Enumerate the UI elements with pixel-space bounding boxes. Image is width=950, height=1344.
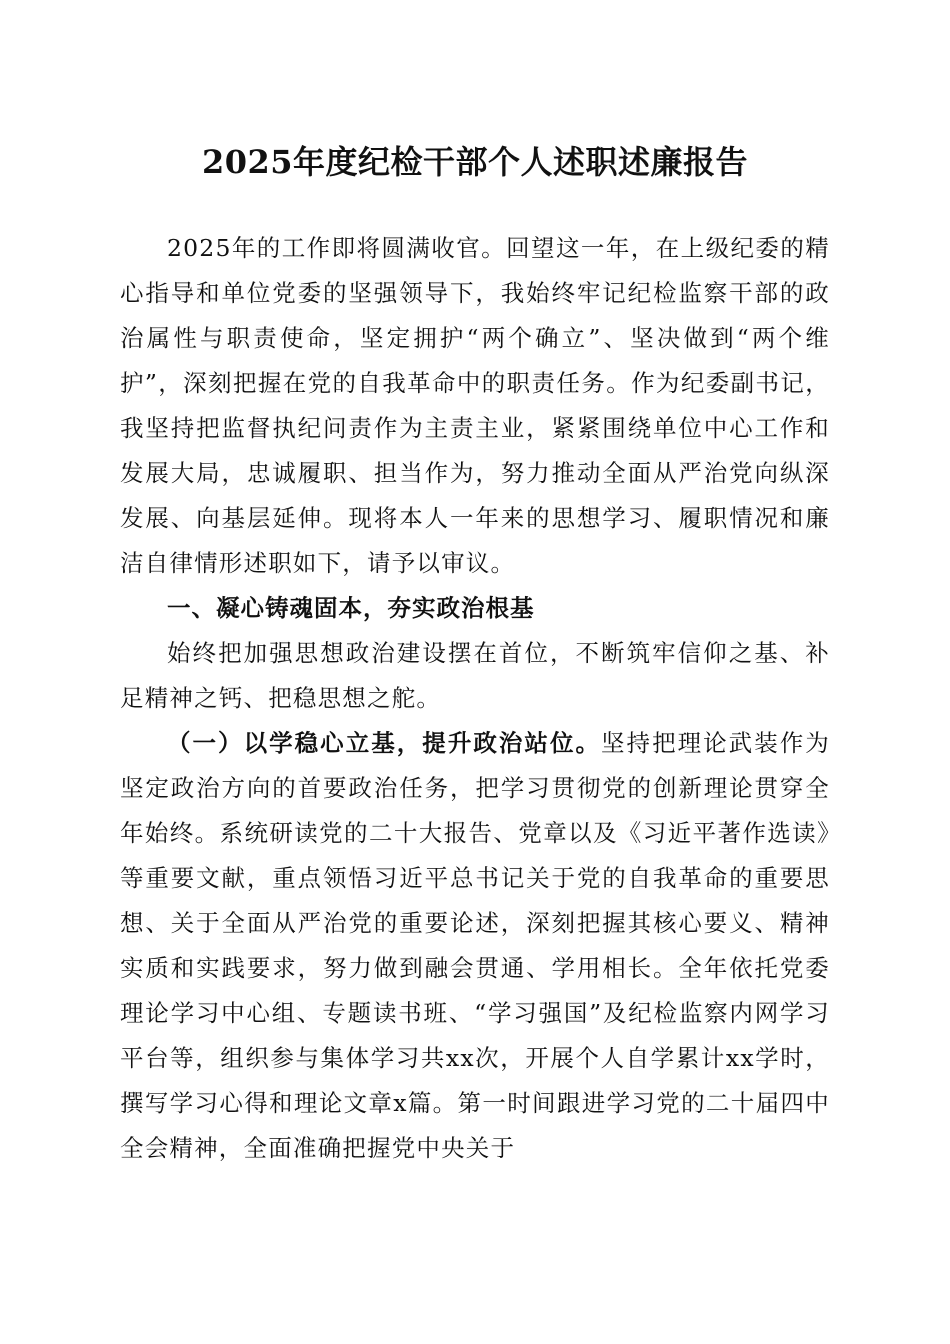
subsection-body-1: 坚持把理论武装作为坚定政治方向的首要政治任务，把学习贯彻党的创新理论贯穿全年始终。系统研读党的二十大报告、党章以及《习近平著作选读》等重要文献，重点领悟习近平总书记关于党的自我革命的重要思想、关于全面从严治党的重要论述，深刻把握其核心要义、精神实质和实践要求，努力做到融会贯通、学用相长。全年依托党委理论学习中心组、专题读书班、“学习强国”及纪检监察内网学习平台等，组织参与集体学习共xx次，开展个人自学累计xx学时，撰写学习心得和理论文章x篇。第一时间跟进学习党的二十届四中全会精神，全面准确把握党中央关于	[120, 729, 830, 1162]
section-heading-1: 一、凝心铸魂固本，夯实政治根基	[167, 594, 535, 622]
subsection-paragraph-1	[120, 721, 830, 1171]
document-body	[120, 226, 830, 1171]
subsection-lead-1: （一）以学稳心立基，提升政治站位。	[167, 729, 602, 757]
document-title: 2025年度纪检干部个人述职述廉报告	[201, 143, 749, 181]
intro-paragraph: 2025年的工作即将圆满收官。回望这一年，在上级纪委的精心指导和单位党委的坚强领导下，我始终牢记纪检监察干部的政治属性与职责使命，坚定拥护“两个确立”、坚决做到“两个维护”，深刻把握在党的自我革命中的职责任务。作为纪委副书记，我坚持把监督执纪问责作为主责主业，紧紧围绕单位中心工作和发展大局，忠诚履职、担当作为，努力推动全面从严治党向纵深发展、向基层延伸。现将本人一年来的思想学习、履职情况和廉洁自律情形述职如下，请予以审议。	[120, 234, 830, 577]
section-summary-paragraph: 始终把加强思想政治建设摆在首位，不断筑牢信仰之基、补足精神之钙、把稳思想之舵。	[120, 639, 830, 712]
